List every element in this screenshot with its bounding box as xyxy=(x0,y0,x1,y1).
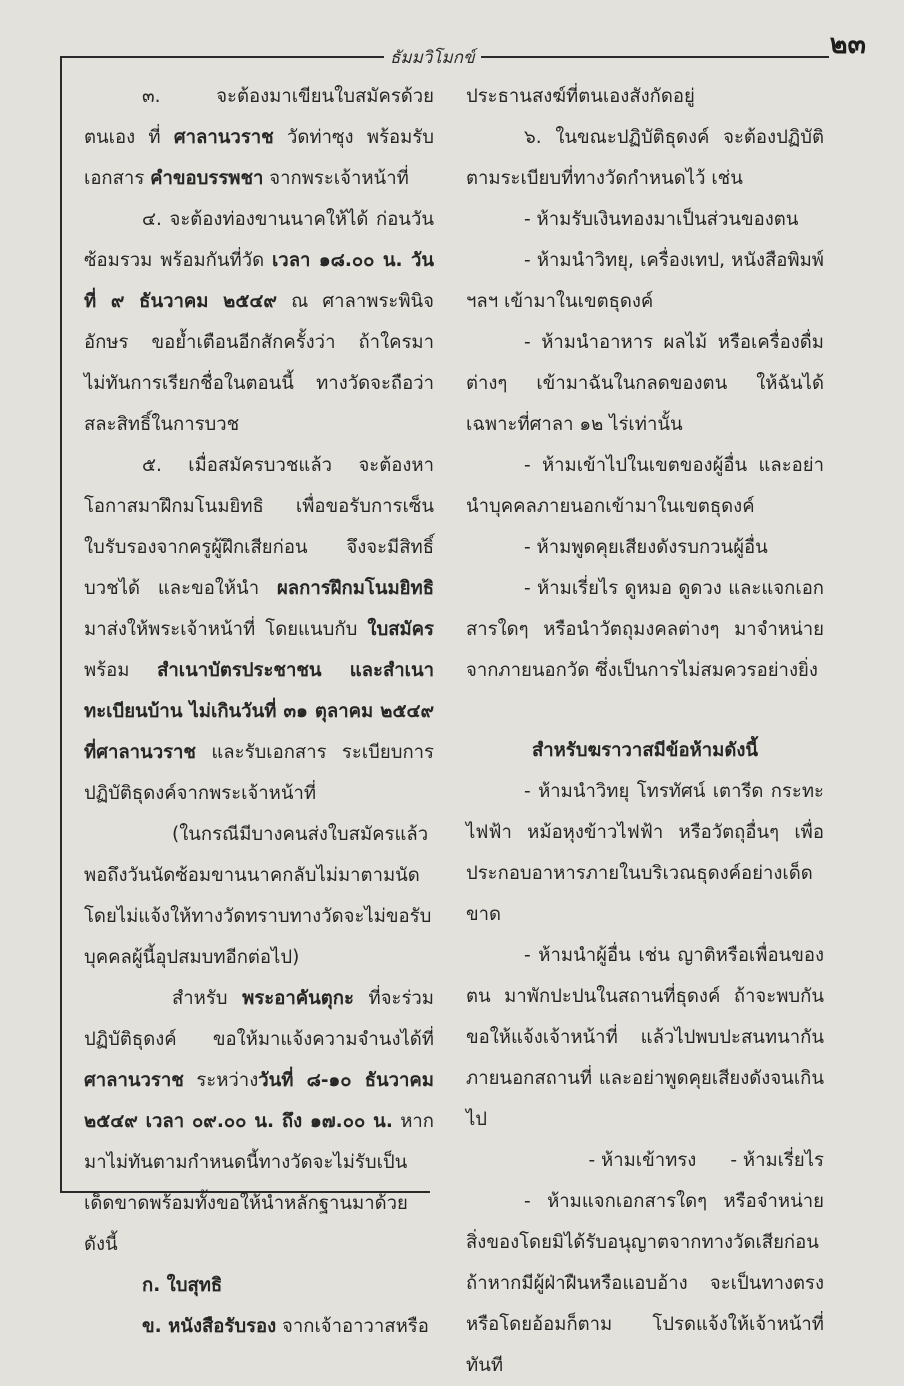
emphasis: พระอาคันตุกะ xyxy=(242,988,354,1009)
item-b xyxy=(84,1306,434,1347)
document-name: คำขอบรรพชา xyxy=(150,168,264,189)
right-column xyxy=(466,76,824,1386)
item-a xyxy=(84,1265,434,1306)
text: และรับเอกสาร ระเบียบการปฏิบัติธุดงค์จากพระเจ้าหน้าที่ xyxy=(84,742,434,804)
layperson-rule: - ห้ามแจกเอกสารใดๆ หรือจำหน่ายสิ่งของโดยมิได้รับอนุญาตจากทางวัดเสียก่อน ถ้าหากมีผู้ฝ่าฝืนหรือแอบอ้าง จะเป็นทางตรงหรือโดยอ้อมก็ตาม โปรดแจ้งให้เจ้าหน้าที่ทันที xyxy=(466,1191,824,1376)
text: หากมาไม่ทันตามกำหนดนี้ทางวัดจะไม่รับเป็นเด็ดขาดพร้อมทั้งขอให้นำหลักฐานมาด้วยดังนี้ xyxy=(84,1111,434,1255)
paragraph-3 xyxy=(84,76,434,199)
date-time: วันที่ ๘-๑๐ ธันวาคม ๒๕๔๙ เวลา ๐๙.๐๐ น. ถึง ๑๗.๐๐ น. xyxy=(84,1070,434,1132)
page-number: ๒๓ xyxy=(829,29,866,60)
paragraph-elder-monks xyxy=(84,978,434,1265)
text: ระหว่าง xyxy=(183,1070,259,1091)
rule-item: - ห้ามรับเงินทองมาเป็นส่วนของตน xyxy=(524,209,799,230)
rule-item: - ห้ามนำวิทยุ, เครื่องเทป, หนังสือพิมพ์ ฯลฯ เข้ามาในเขตธุดงค์ xyxy=(466,250,824,312)
emphasis: ผลการฝึกมโนมยิทธิ xyxy=(276,578,434,599)
place-name: ศาลานวราช xyxy=(173,127,274,148)
journal-title: ธัมมวิโมกข์ xyxy=(384,44,481,71)
rule-item: - ห้ามนำอาหาร ผลไม้ หรือเครื่องดื่มต่างๆ เข้ามาฉันในกลดของตน ให้ฉันได้เฉพาะที่ศาลา ๑๒ ไร่เท่านั้น xyxy=(466,332,824,435)
layperson-rule: - ห้ามเข้าทรง xyxy=(588,1150,697,1171)
text: ๕. เมื่อสมัครบวชแล้ว จะต้องหาโอกาสมาฝึกมโนมยิทธิ เพื่อขอรับการเซ็นใบรับรองจากครูผู้ฝึกเสียก่อน จึงจะมีสิทธิ์บวชได้ และขอให้นำ xyxy=(84,455,434,599)
note-paragraph: (ในกรณีมีบางคนส่งใบสมัครแล้ว พอถึงวันนัดซ้อมขานนาคกลับไม่มาตามนัด โดยไม่แจ้งให้ทางวัดทราบทางวัดจะไม่ขอรับบุคคลผู้นี้อุปสมบทอีกต่อไป) xyxy=(84,824,432,968)
section-heading: สำหรับฆราวาสมีข้อห้ามดังนี้ xyxy=(531,740,759,761)
paragraph-5 xyxy=(84,445,434,814)
emphasis: ข. หนังสือรับรอง xyxy=(142,1316,277,1337)
text: ที่จะร่วมปฏิบัติธุดงค์ ขอให้มาแจ้งความจำนงได้ที่ xyxy=(84,988,434,1050)
emphasis: ก. ใบสุทธิ xyxy=(142,1275,223,1296)
rule-item: - ห้ามเข้าไปในเขตของผู้อื่น และอย่านำบุคคลภายนอกเข้ามาในเขตธุดงค์ xyxy=(466,455,824,517)
place-name: ศาลานวราช xyxy=(84,1070,184,1091)
layperson-rule: - ห้ามเรี่ยไร xyxy=(730,1150,824,1171)
text: จากพระเจ้าหน้าที่ xyxy=(263,168,409,189)
frame-left-rule xyxy=(60,56,62,1191)
text: วัดท่าซุง พร้อมรับเอกสาร xyxy=(84,127,434,189)
layperson-rule-pair xyxy=(466,1140,824,1181)
text: จากเจ้าอาวาสหรือ xyxy=(276,1316,429,1337)
text: ณ ศาลาพระพินิจอักษร ขอย้ำเตือนอีกสักครั้งว่า ถ้าใครมาไม่ทันการเรียกชื่อในตอนนี้ ทางวัดจะถือว่าสละสิทธิ์ในการบวช xyxy=(84,291,434,435)
rule-item: - ห้ามพูดคุยเสียงดังรบกวนผู้อื่น xyxy=(524,537,768,558)
paragraph-6: ๖. ในขณะปฏิบัติธุดงค์ จะต้องปฏิบัติตามระเบียบที่ทางวัดกำหนดไว้ เช่น xyxy=(466,127,824,189)
paragraph-4 xyxy=(84,199,434,445)
text: มาส่งให้พระเจ้าหน้าที่ โดยแนบกับ xyxy=(84,619,368,640)
text: ๔. จะต้องท่องขานนาคให้ได้ ก่อนวันซ้อมรวม พร้อมกันที่วัด xyxy=(84,209,434,271)
emphasis: สำเนาบัตรประชาชน และสำเนาทะเบียนบ้าน ไม่เกินวันที่ ๓๑ ตุลาคม ๒๕๔๙ ที่ศาลานวราช xyxy=(84,660,434,763)
layperson-rule: - ห้ามนำผู้อื่น เช่น ญาติหรือเพื่อนของตน มาพักปะปนในสถานที่ธุดงค์ ถ้าจะพบกันขอให้แจ้งเจ้าหน้าที่ แล้วไปพบปะสนทนากันภายนอกสถานที่ และอย่าพูดคุยเสียงดังจนเกินไป xyxy=(466,945,824,1130)
rule-item: - ห้ามเรี่ยไร ดูหมอ ดูดวง และแจกเอกสารใดๆ หรือนำวัตถุมงคลต่างๆ มาจำหน่ายจากภายนอกวัด ซึ่งเป็นการไม่สมควรอย่างยิ่ง xyxy=(466,578,824,681)
text: สำหรับ xyxy=(172,988,243,1009)
left-column xyxy=(84,76,434,1347)
text: ๓. จะต้องมาเขียนใบสมัครด้วยตนเอง ที่ xyxy=(84,86,434,148)
text: พร้อม xyxy=(84,660,158,681)
emphasis: ใบสมัคร xyxy=(367,619,434,640)
continued-line: ประธานสงฆ์ที่ตนเองสังกัดอยู่ xyxy=(466,86,695,107)
layperson-rule: - ห้ามนำวิทยุ โทรทัศน์ เตารีด กระทะไฟฟ้า หม้อหุงข้าวไฟฟ้า หรือวัตถุอื่นๆ เพื่อประกอบอาหารภายในบริเวณธุดงค์อย่างเด็ดขาด xyxy=(466,781,824,925)
date-time: เวลา ๑๘.๐๐ น. วันที่ ๙ ธันวาคม ๒๕๔๙ xyxy=(84,250,435,312)
